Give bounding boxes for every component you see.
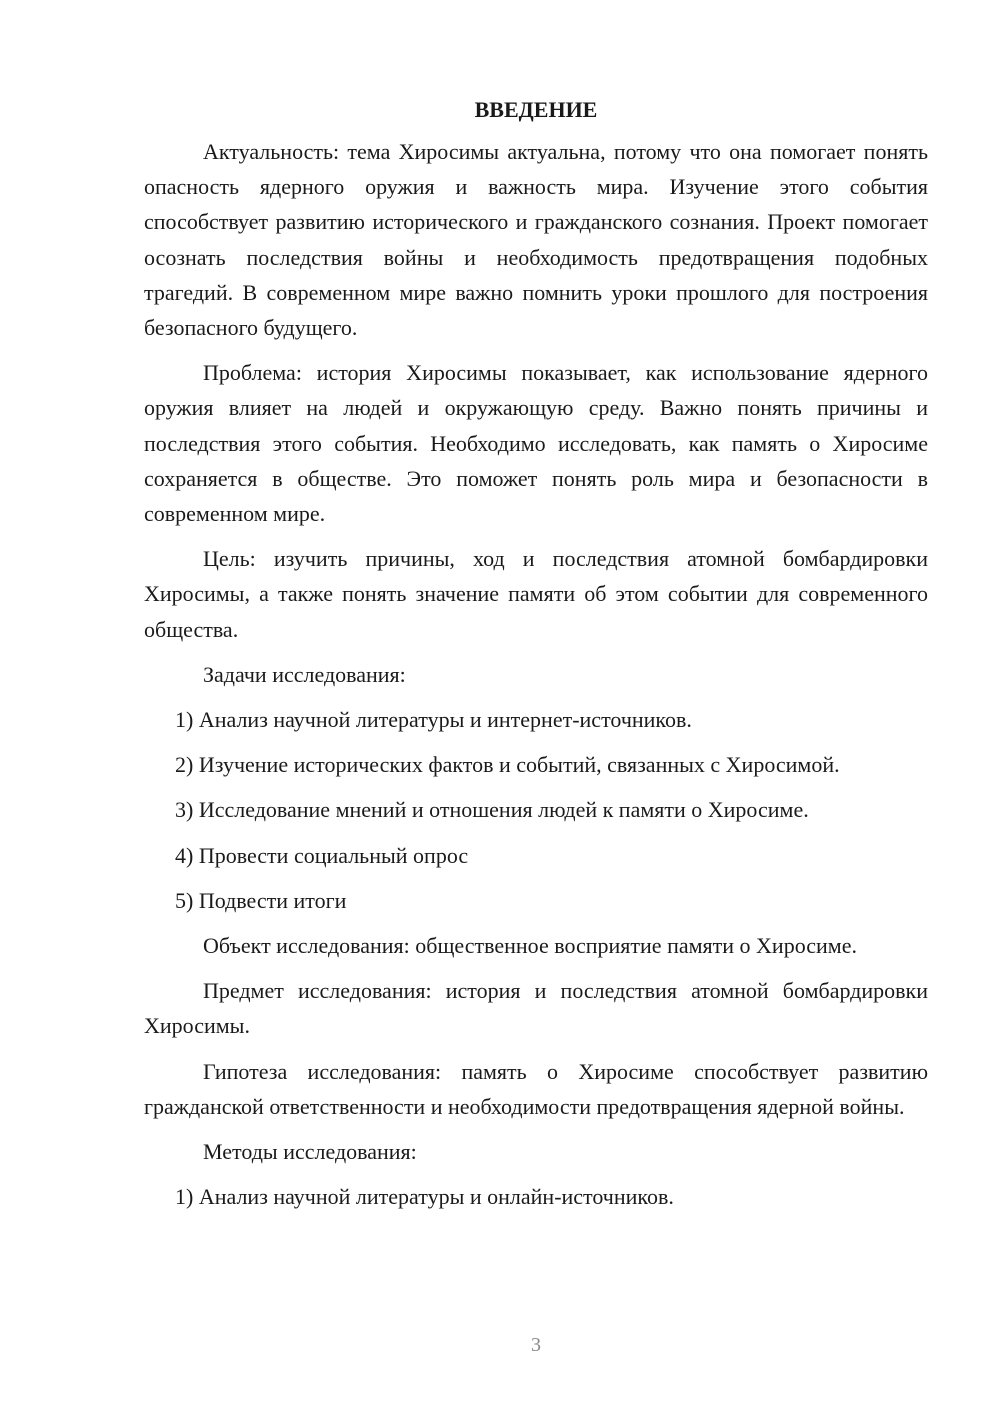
list-item: 4) Провести социальный опрос xyxy=(175,842,469,868)
methods-heading: Методы исследования: xyxy=(203,1139,417,1165)
list-item: 3) Исследование мнений и отношения людей к памяти о Хиросиме. xyxy=(175,797,809,823)
object-paragraph: Объект исследования: общественное восприятие памяти о Хиросиме. xyxy=(203,933,857,959)
tasks-heading: Задачи исследования: xyxy=(203,661,406,687)
subject-paragraph: Предмет исследования: история и последствия атомной бомбардировки Хиросимы. xyxy=(144,978,928,1039)
relevance-paragraph: Актуальность: тема Хиросимы актуальна, потому что она помогает понять опасность ядерного оружия и важность мира. Изучение этого события способствует развитию исторического и гражданского сознания. Проект помогает осознать последствия войны и необходимость предотвращения подобных трагедий. В современном мире важно помнить уроки прошлого для построения безопасного будущего. xyxy=(144,139,928,341)
section-title: ВВЕДЕНИЕ xyxy=(474,97,598,122)
list-item: 1) Анализ научной литературы и онлайн-источников. xyxy=(175,1184,674,1210)
tasks-list xyxy=(144,702,928,918)
hypothesis-paragraph: Гипотеза исследования: память о Хиросиме способствует развитию гражданской ответственности и необходимости предотвращения ядерной войны. xyxy=(144,1058,928,1119)
page-number: 3 xyxy=(531,1334,541,1356)
list-item: 1) Анализ научной литературы и интернет-источников. xyxy=(175,707,692,733)
methods-list xyxy=(144,1179,928,1214)
list-item: 2) Изучение исторических фактов и событий, связанных с Хиросимой. xyxy=(175,752,840,778)
problem-paragraph: Проблема: история Хиросимы показывает, как использование ядерного оружия влияет на людей и окружающую среду. Важно понять причины и последствия этого события. Необходимо исследовать, как память о Хиросиме сохраняется в обществе. Это поможет понять роль мира и безопасности в современном мире. xyxy=(144,360,928,527)
goal-paragraph: Цель: изучить причины, ход и последствия атомной бомбардировки Хиросимы, а также понять значение памяти об этом событии для современного общества. xyxy=(144,546,928,642)
document-page xyxy=(144,96,928,1224)
list-item: 5) Подвести итоги xyxy=(175,887,347,913)
